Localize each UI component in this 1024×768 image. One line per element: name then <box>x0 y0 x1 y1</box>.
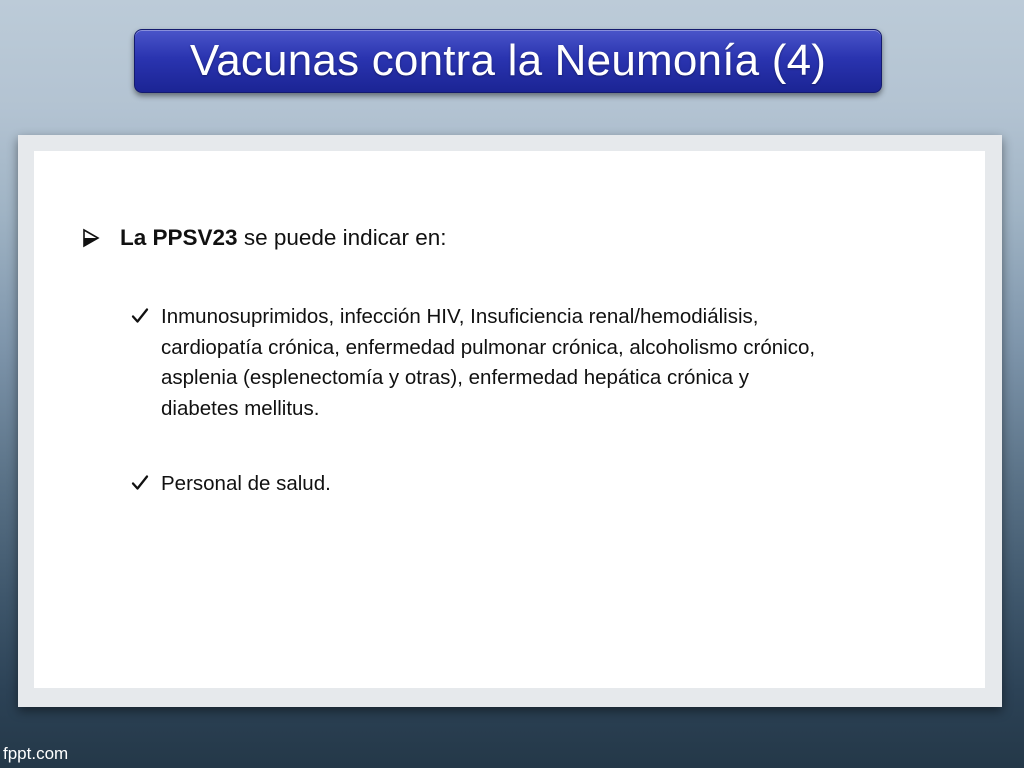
main-bullet <box>81 225 446 251</box>
slide-title-bar <box>134 29 882 93</box>
health-staff-line: Personal de salud. <box>161 472 331 495</box>
sub-bullet-conditions-text <box>161 302 815 424</box>
conditions-line-2: cardiopatía crónica, enfermedad pulmonar crónica, alcoholismo crónico, <box>161 335 816 359</box>
content-panel <box>34 151 985 688</box>
conditions-line-1: Inmunosuprimidos, infección HIV, Insuficiencia renal/hemodiálisis, <box>161 305 759 328</box>
sub-bullet-health-staff-text <box>161 469 331 500</box>
main-bullet-term: La PPSV23 <box>120 225 238 250</box>
content-panel-frame <box>18 135 1002 707</box>
sub-bullet-health-staff <box>131 469 731 500</box>
footer-watermark: fppt.com <box>3 744 69 763</box>
main-bullet-rest: se puede indicar en: <box>237 225 447 250</box>
sub-bullet-conditions <box>131 302 991 424</box>
main-bullet-text <box>120 225 446 251</box>
checkmark-icon <box>131 474 149 492</box>
arrow-bullet-icon <box>81 228 101 248</box>
conditions-line-3: asplenia (esplenectomía y otras), enfermedad hepática crónica y <box>161 366 749 389</box>
checkmark-icon <box>131 307 149 325</box>
slide-title: Vacunas contra la Neumonía (4) <box>189 36 827 85</box>
conditions-line-4: diabetes mellitus. <box>161 396 320 420</box>
